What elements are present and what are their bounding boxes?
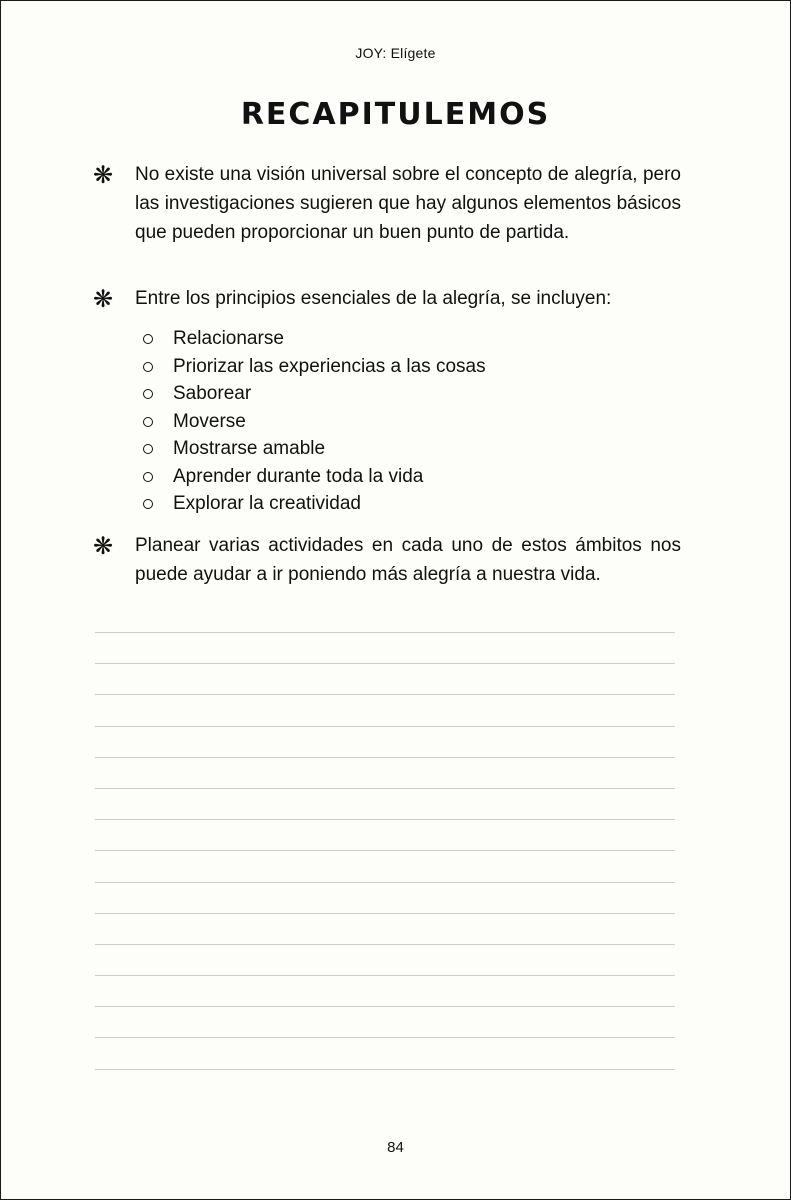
bullet-text: Planear varias actividades en cada uno de estos ámbitos nos puede ayudar a ir poniendo más alegría a nuestra vida. [135, 535, 681, 585]
list-item [141, 325, 486, 353]
list-item [141, 490, 486, 518]
writing-line [95, 913, 675, 914]
circle-icon [143, 334, 153, 344]
page-number: 84 [387, 1139, 404, 1156]
bullet-text: Entre los principios esenciales de la alegría, se incluyen: [135, 288, 612, 309]
writing-line [95, 694, 675, 695]
writing-line [95, 882, 675, 883]
circle-icon [143, 389, 153, 399]
running-head: JOY: Elígete [355, 45, 436, 61]
list-item-label: Priorizar las experiencias a las cosas [173, 355, 486, 377]
writing-line [95, 1037, 675, 1038]
circle-icon [143, 499, 153, 509]
list-item [141, 380, 486, 408]
writing-line [95, 1006, 675, 1007]
writing-line [95, 850, 675, 851]
writing-line [95, 1069, 675, 1070]
bullet-item-3 [93, 531, 681, 589]
list-item-label: Aprender durante toda la vida [173, 465, 424, 487]
page-title: RECAPITULEMOS [240, 97, 551, 132]
list-item-label: Explorar la creatividad [173, 493, 361, 514]
list-item [141, 435, 486, 463]
principles-list [141, 325, 486, 518]
writing-line [95, 944, 675, 945]
list-item [141, 353, 486, 381]
list-item-label: Relacionarse [173, 328, 284, 349]
asterisk-icon: ❋ [93, 162, 114, 189]
bullet-text: No existe una visión universal sobre el concepto de alegría, pero las investigaciones sugieren que hay algunos elementos básicos que pueden proporcionar un buen punto de partida. [135, 164, 681, 243]
circle-icon [143, 472, 153, 482]
asterisk-icon: ❋ [93, 533, 114, 560]
writing-line [95, 757, 675, 758]
list-item [141, 463, 486, 491]
bullet-item-2 [93, 284, 681, 313]
circle-icon [143, 362, 153, 372]
writing-line [95, 726, 675, 727]
list-item-label: Saborear [173, 383, 252, 404]
writing-lines [95, 632, 675, 1100]
circle-icon [143, 444, 153, 454]
writing-line [95, 819, 675, 820]
list-item-label: Mostrarse amable [173, 438, 326, 459]
circle-icon [143, 417, 153, 427]
writing-line [95, 663, 675, 664]
list-item-label: Moverse [173, 410, 246, 432]
writing-line [95, 788, 675, 789]
bullet-item-1 [93, 160, 681, 247]
list-item [141, 408, 486, 436]
writing-line [95, 632, 675, 633]
writing-line [95, 975, 675, 976]
asterisk-icon: ❋ [93, 286, 114, 313]
